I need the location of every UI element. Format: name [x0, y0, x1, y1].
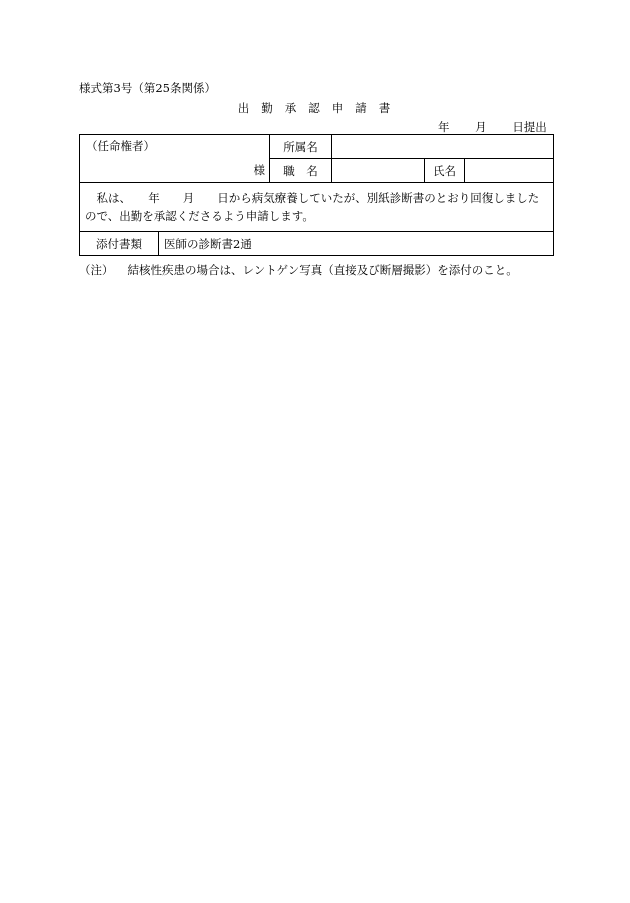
- application-form: [79, 134, 554, 256]
- footnote: [79, 262, 518, 278]
- affiliation-field[interactable]: [332, 135, 554, 159]
- appointer-honorific: 様: [253, 163, 265, 177]
- request-statement: 私は、 年 月 日から病気療養していたが、別紙診断書のとおり回復しましたので、出勤を承認くださるよう申請します。: [80, 183, 554, 232]
- position-field[interactable]: [332, 159, 425, 183]
- name-field[interactable]: [465, 159, 554, 183]
- note-text: 結核性疾患の場合は、レントゲン写真（直接及び断層撮影）を添付のこと。: [127, 263, 518, 277]
- affiliation-label: 所属名: [270, 135, 332, 159]
- position-label: 職 名: [270, 159, 332, 183]
- day-submit-label: 日提出: [512, 120, 547, 134]
- submission-date: [438, 119, 547, 135]
- appointer-cell: [80, 135, 270, 183]
- month-label: 月: [475, 120, 487, 134]
- attachment-value: 医師の診断書2通: [159, 232, 554, 256]
- attachment-label: 添付書類: [80, 232, 159, 256]
- appointer-label: （任命権者）: [86, 139, 155, 153]
- year-label: 年: [438, 120, 450, 134]
- form-number: 様式第3号（第25条関係）: [79, 81, 216, 95]
- note-mark: （注）: [79, 263, 114, 277]
- document-title: 出勤承認申請書: [237, 101, 403, 115]
- name-label: 氏名: [425, 159, 465, 183]
